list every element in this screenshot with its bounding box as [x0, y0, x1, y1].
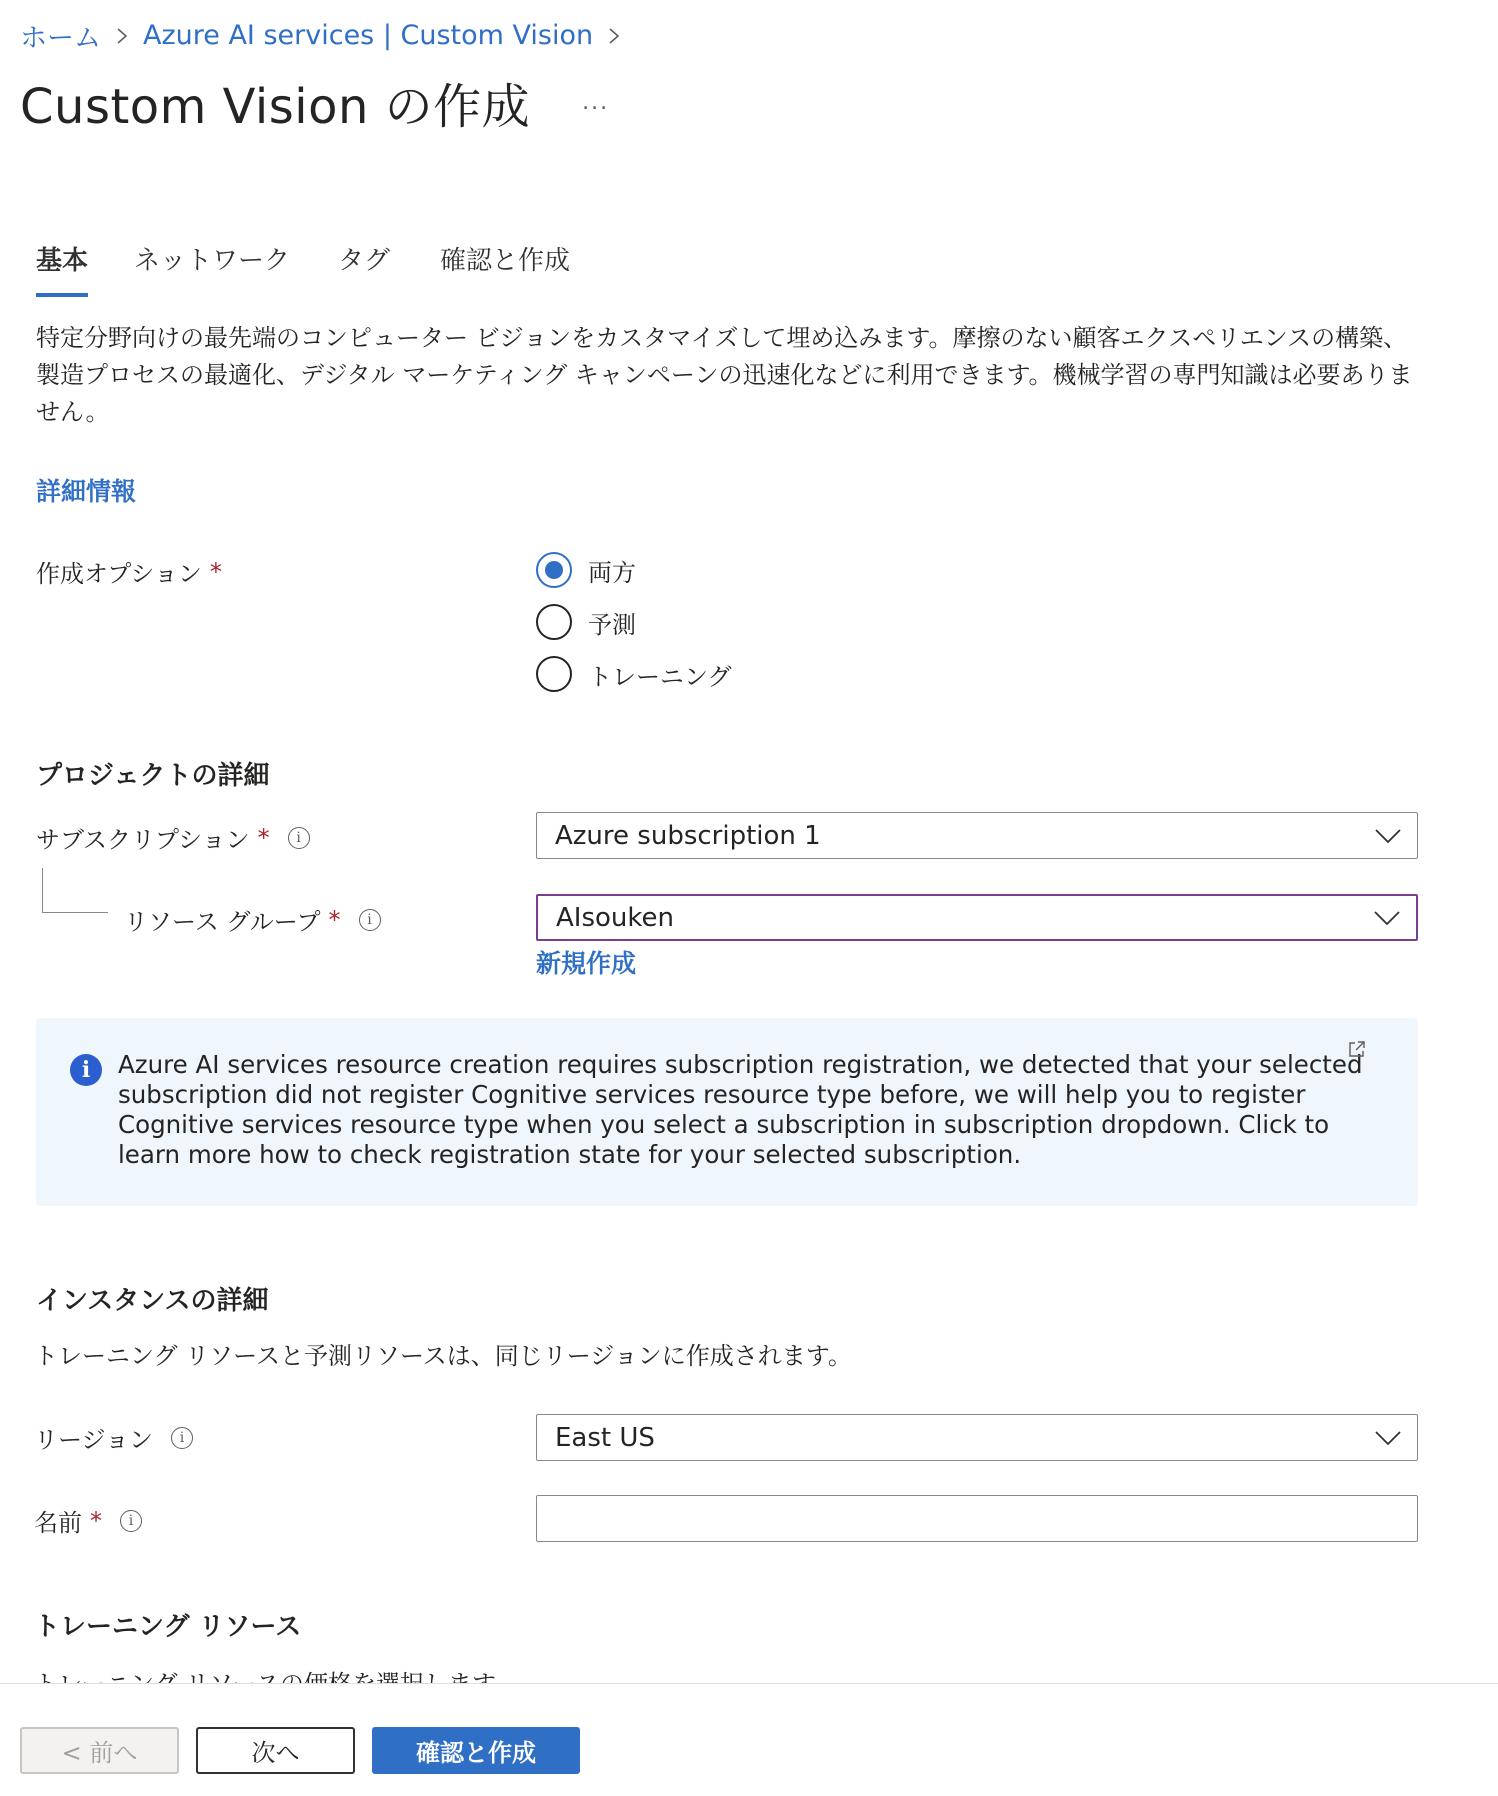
- radio-label: 予測: [588, 610, 636, 639]
- wizard-footer: [0, 1683, 1498, 1796]
- resource-group-label-text: リソース グループ: [124, 908, 321, 936]
- chevron-down-icon: [1375, 1430, 1401, 1446]
- tab-tags[interactable]: タグ: [338, 246, 391, 276]
- info-icon[interactable]: i: [359, 909, 381, 931]
- required-marker: *: [328, 905, 341, 934]
- page-title: Custom Vision の作成: [20, 79, 531, 135]
- tab-network[interactable]: ネットワーク: [134, 246, 291, 276]
- instance-details-description: トレーニング リソースと予測リソースは、同じリージョンに作成されます。: [34, 1342, 852, 1370]
- instance-details-heading: インスタンスの詳細: [36, 1286, 269, 1316]
- info-icon[interactable]: i: [288, 827, 310, 849]
- info-filled-icon: i: [70, 1054, 102, 1086]
- training-resource-description: [34, 1668, 518, 1683]
- region-label: [34, 1420, 193, 1455]
- breadcrumb-custom-vision[interactable]: Azure AI services | Custom Vision: [143, 20, 594, 51]
- region-value: East US: [555, 1422, 655, 1453]
- radio-training[interactable]: [536, 648, 732, 700]
- page-description: 特定分野向けの最先端のコンピューター ビジョンをカスタマイズして埋め込みます。摩擦のない顧客エクスペリエンスの構築、製造プロセスの最適化、デジタル マーケティング キャンペーンの迅速化などに利用できます。機械学習の専門知識は必要ありません。: [36, 324, 1413, 426]
- radio-both[interactable]: [536, 544, 732, 596]
- more-options-icon[interactable]: ...: [582, 90, 610, 115]
- required-marker: *: [257, 823, 270, 852]
- chevron-right-icon: [607, 25, 621, 47]
- create-options-radio-group: [536, 544, 732, 700]
- required-marker: *: [90, 1506, 102, 1535]
- name-label: [34, 1503, 142, 1538]
- name-input[interactable]: [536, 1495, 1418, 1542]
- region-label-text: リージョン: [34, 1426, 154, 1454]
- tree-connector: [42, 868, 108, 913]
- radio-label: 両方: [588, 558, 636, 587]
- review-create-button[interactable]: 確認と作成: [372, 1727, 580, 1774]
- chevron-down-icon: [1374, 910, 1400, 926]
- resource-group-dropdown[interactable]: [536, 894, 1418, 941]
- info-icon[interactable]: i: [171, 1427, 193, 1449]
- breadcrumb-home[interactable]: ホーム: [20, 23, 101, 54]
- radio-label: トレーニング: [588, 662, 732, 691]
- subscription-dropdown[interactable]: [536, 812, 1418, 859]
- wizard-tabs: [36, 240, 618, 297]
- subscription-value: Azure subscription 1: [555, 820, 821, 851]
- info-icon[interactable]: i: [120, 1510, 142, 1532]
- learn-more-link[interactable]: 詳細情報: [36, 477, 137, 506]
- banner-text: Azure AI services resource creation requires subscription registration, we detected that your selected subscription did not register Cognitive services resource type before, we will help you to register Cognitive services resource type when you select a subscription in subscription dropdown. Click to learn more how to check registration state for your selected subscription.: [118, 1050, 1363, 1169]
- tab-review-create[interactable]: 確認と作成: [440, 246, 571, 276]
- required-marker: *: [209, 557, 222, 586]
- chevron-down-icon: [1375, 828, 1401, 844]
- subscription-registration-info-banner[interactable]: [36, 1018, 1418, 1206]
- radio-unchecked-icon: [536, 604, 572, 640]
- next-button[interactable]: 次へ: [196, 1727, 355, 1774]
- training-resource-heading: トレーニング リソース: [34, 1612, 302, 1642]
- chevron-right-icon: [115, 25, 129, 47]
- resource-group-label: [124, 902, 381, 937]
- subscription-label-text: サブスクリプション: [36, 826, 250, 854]
- breadcrumb: [20, 16, 635, 55]
- previous-button[interactable]: < 前へ: [20, 1727, 179, 1774]
- resource-group-value: AIsouken: [556, 902, 674, 933]
- region-dropdown[interactable]: [536, 1414, 1418, 1461]
- name-label-text: 名前: [34, 1509, 82, 1537]
- radio-checked-icon: [536, 552, 572, 588]
- tab-basics[interactable]: 基本: [36, 240, 88, 297]
- project-details-heading: プロジェクトの詳細: [36, 761, 270, 791]
- create-options-label: [36, 554, 222, 589]
- create-options-label-text: 作成オプション: [36, 560, 202, 588]
- title-row: [20, 68, 609, 137]
- radio-prediction[interactable]: [536, 596, 732, 648]
- create-new-resource-group-link[interactable]: 新規作成: [536, 949, 637, 978]
- radio-unchecked-icon: [536, 656, 572, 692]
- subscription-label: [36, 820, 310, 855]
- external-link-icon: [1348, 1040, 1366, 1058]
